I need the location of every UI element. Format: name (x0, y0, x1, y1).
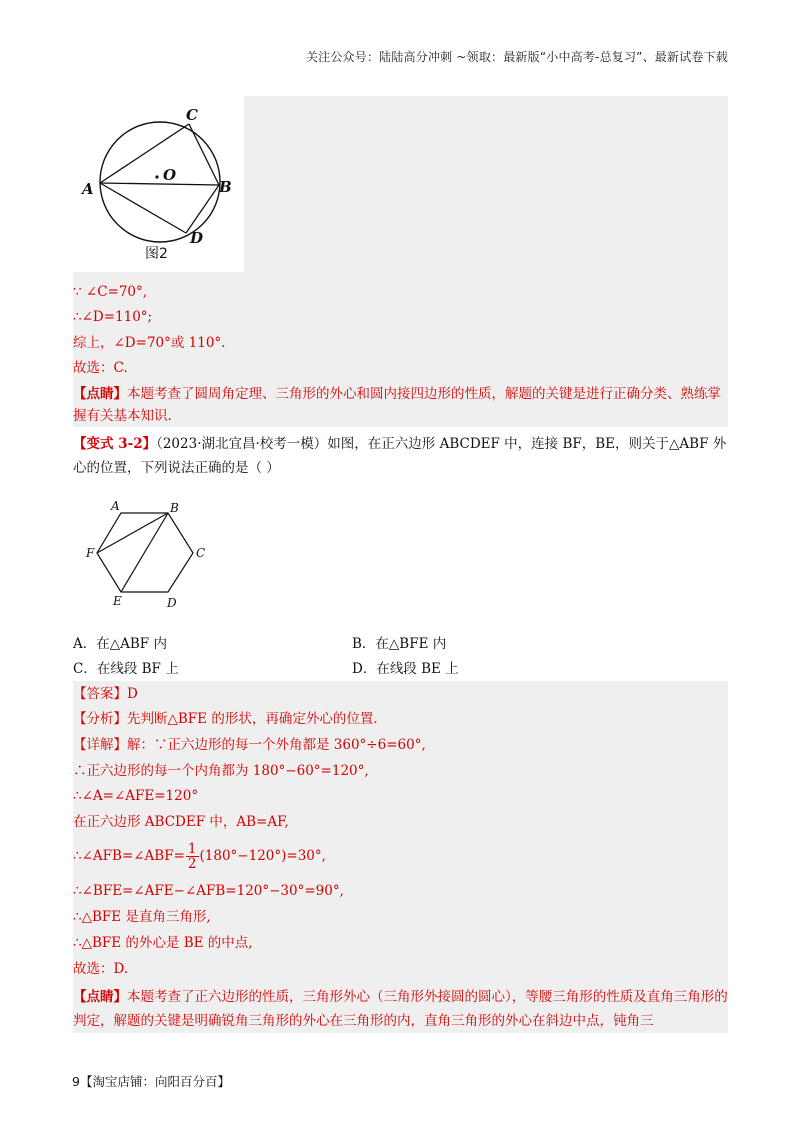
segment-be (121, 513, 168, 592)
center-dot (155, 175, 158, 178)
option-a: A．在△ABF 内 (73, 636, 167, 652)
label-o: O (163, 166, 177, 184)
comment-tag: 【点睛】 (73, 386, 127, 402)
detail-line-4: 在正六边形 ABCDEF 中，AB=AF, (73, 814, 289, 830)
option-b: B．在△BFE 内 (352, 636, 447, 652)
answer-comment-text: 本题考查了正六边形的性质，三角形外心（三角形外接圆的圆心），等腰三角形的性质及直角三角形的判定，解题的关键是明确锐角三角形的外心在三角形的内，直角三角形的外心在斜边中点，钝角三 (73, 989, 728, 1029)
comment-text: 本题考查了圆周角定理、三角形的外心和圆内接四边形的性质，解题的关键是进行正确分类、熟练掌握有关基本知识. (73, 386, 721, 424)
hex-label-b: B (170, 501, 179, 515)
hex-label-a: A (111, 499, 120, 513)
detail-line-9: 故选：D. (73, 961, 129, 977)
option-d: D．在线段 BE 上 (352, 661, 459, 677)
fraction-numerator: 1 (187, 841, 197, 857)
circle-figure (73, 96, 244, 272)
detail-line-7: ∴△BFE 是直角三角形, (73, 909, 211, 925)
segment-bf (97, 513, 168, 553)
option-c: C．在线段 BF 上 (73, 661, 179, 677)
question-body: （2023·湖北宜昌·校考一模）如图，在正六边形 ABCDEF 中，连接 BF，BE，则关于△ABF 外心的位置，下列说法正确的是（ ） (73, 436, 727, 476)
question-tag: 【变式 3-2】 (73, 436, 157, 452)
figure-caption: 图2 (145, 246, 168, 262)
detail-line-1: 【详解】解：∵正六边形的每一个外角都是 360°÷6=60°, (73, 737, 426, 753)
solution1-line1: ∵ ∠C=70°, (73, 284, 148, 300)
fraction-denominator: 2 (187, 856, 197, 872)
chord-cb (189, 124, 219, 185)
solution1-line4: 故选：C. (73, 360, 128, 376)
detail5-post: (180°−120°)=30°, (199, 848, 326, 864)
page-footer: 9【淘宝店铺：向阳百分百】 (72, 1074, 230, 1089)
solution1-comment (73, 383, 728, 427)
analysis-line: 【分析】先判断△BFE 的形状，再确定外心的位置. (73, 711, 378, 727)
solution1-line3: 综上，∠D=70°或 110°. (73, 335, 226, 351)
page-header: 关注公众号：陆陆高分冲刺 ~领取：最新版“小中高考-总复习”、最新试卷下载 (305, 50, 728, 64)
question-text (73, 432, 728, 480)
answer-line: 【答案】D (73, 686, 138, 702)
detail-line-5 (73, 840, 326, 872)
detail-line-2: ∴正六边形的每一个内角都为 180°−60°=120°, (73, 763, 369, 779)
hex-label-f: F (86, 546, 95, 560)
label-b: B (219, 178, 232, 196)
answer-comment (73, 985, 728, 1033)
detail-line-6: ∴∠BFE=∠AFE−∠AFB=120°−30°=90°, (73, 883, 344, 899)
label-c: C (186, 106, 198, 124)
hex-label-c: C (196, 546, 206, 560)
solution1-line2: ∴∠D=110°; (73, 309, 153, 325)
hex-label-e: E (113, 594, 122, 608)
detail-line-3: ∴∠A=∠AFE=120° (73, 788, 199, 804)
label-a: A (82, 180, 94, 198)
hex-label-d: D (167, 596, 177, 610)
chord-ab (100, 183, 219, 185)
circle (100, 122, 220, 242)
chord-ad (100, 183, 186, 233)
detail-line-8: ∴△BFE 的外心是 BE 的中点, (73, 935, 253, 951)
label-d: D (190, 229, 204, 247)
detail5-pre: ∴∠AFB=∠ABF= (73, 848, 185, 864)
answer-comment-tag: 【点睛】 (73, 989, 127, 1005)
hexagon-figure (73, 497, 223, 615)
fraction-one-half (186, 842, 199, 871)
